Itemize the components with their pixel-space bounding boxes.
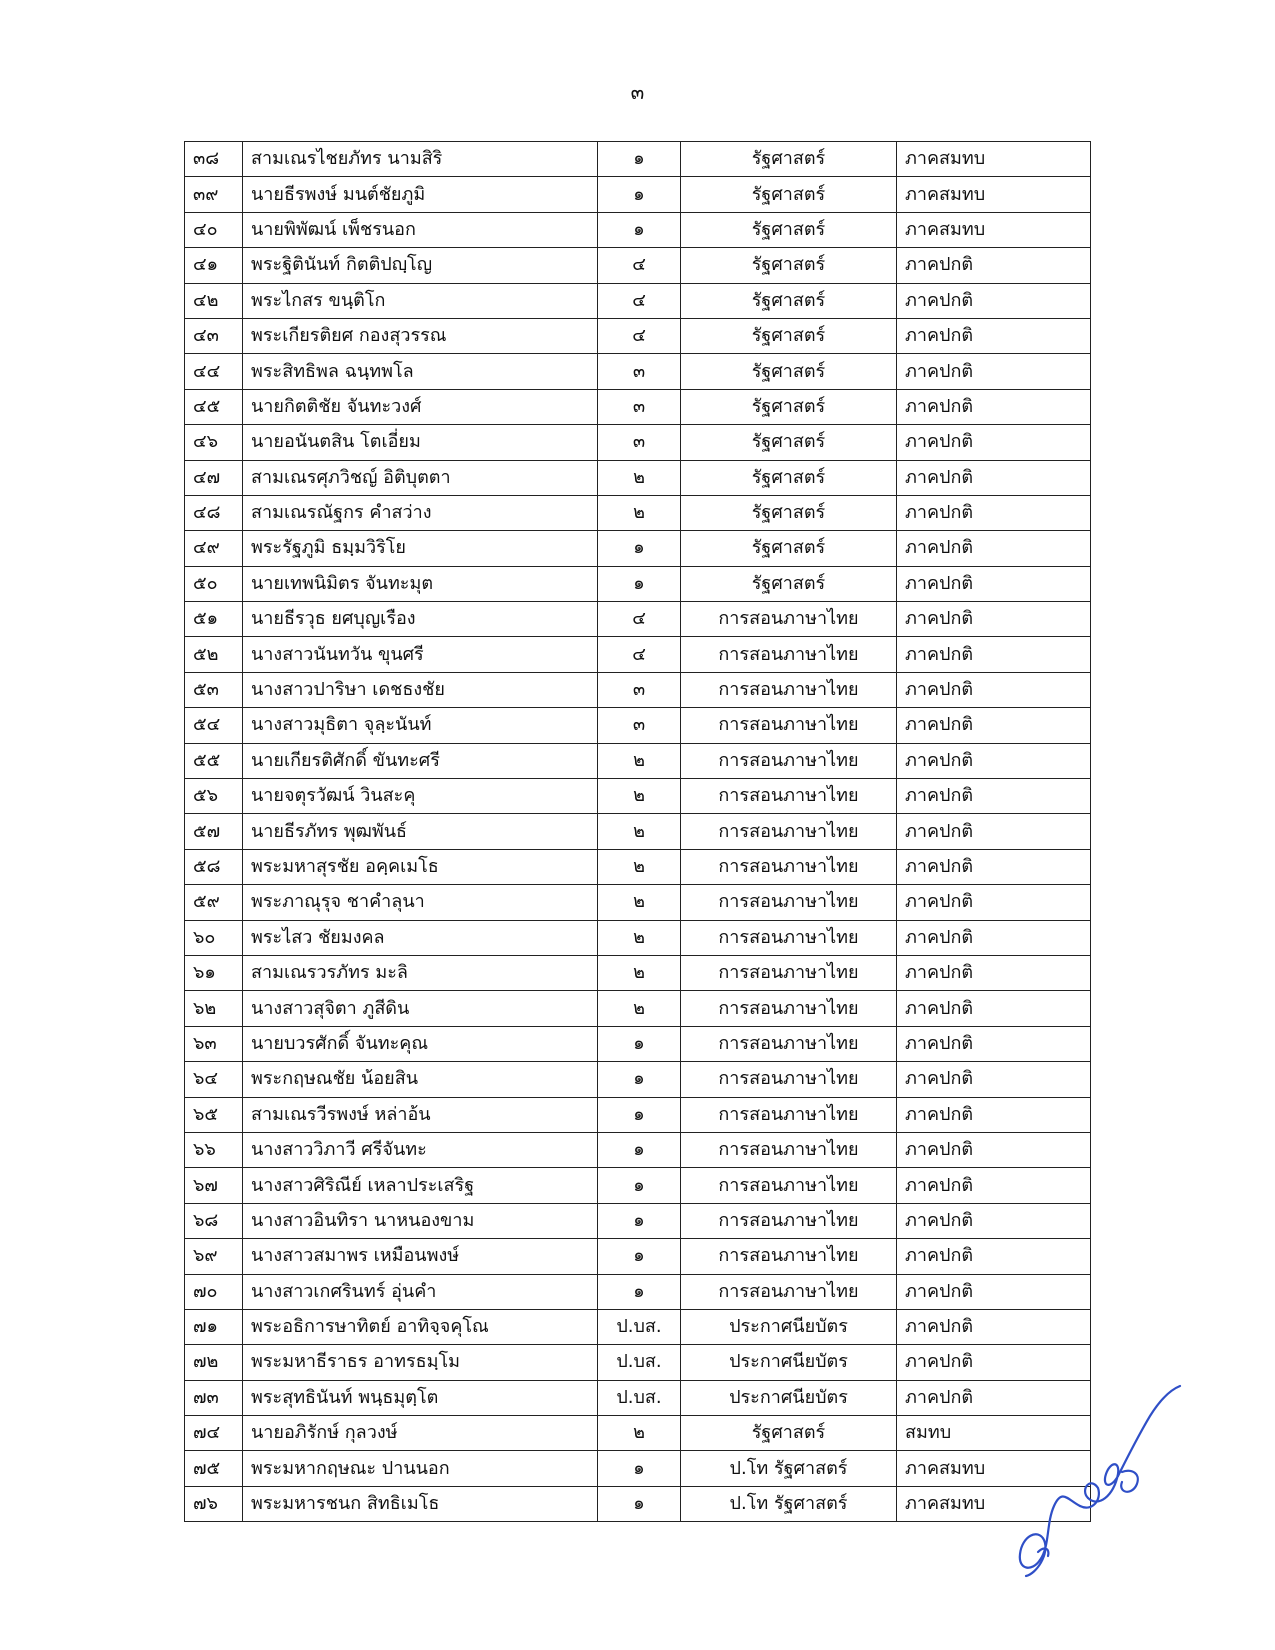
major-cell: การสอนภาษาไทย [681, 1026, 897, 1061]
person-name-cell: สามเณรศุภวิชญ์ อิติบุตตา [243, 460, 598, 495]
person-name-cell: พระมหากฤษณะ ปานนอก [243, 1451, 598, 1486]
table-row [185, 1274, 1091, 1309]
table-row [185, 1239, 1091, 1274]
table-row [185, 1345, 1091, 1380]
major-cell: การสอนภาษาไทย [681, 1062, 897, 1097]
year-level-cell: ๑ [598, 1026, 681, 1061]
person-name-cell: นางสาววิภาวี ศรีจันทะ [243, 1132, 598, 1167]
program-type-cell: ภาคสมทบ [897, 212, 1091, 247]
table-row [185, 637, 1091, 672]
table-row [185, 1132, 1091, 1167]
major-cell: การสอนภาษาไทย [681, 991, 897, 1026]
program-type-cell: ภาคสมทบ [897, 142, 1091, 177]
row-number-cell: ๖๒ [185, 991, 243, 1026]
program-type-cell: ภาคปกติ [897, 1203, 1091, 1238]
person-name-cell: นายพิพัฒน์ เพ็ชรนอก [243, 212, 598, 247]
row-number-cell: ๔๙ [185, 531, 243, 566]
year-level-cell: ๒ [598, 849, 681, 884]
year-level-cell: ๑ [598, 1097, 681, 1132]
major-cell: การสอนภาษาไทย [681, 955, 897, 990]
row-number-cell: ๔๑ [185, 248, 243, 283]
row-number-cell: ๔๗ [185, 460, 243, 495]
person-name-cell: สามเณรณัฐกร คำสว่าง [243, 495, 598, 530]
program-type-cell: ภาคปกติ [897, 1026, 1091, 1061]
person-name-cell: พระมหารชนก สิทธิเมโธ [243, 1486, 598, 1521]
program-type-cell: ภาคปกติ [897, 1168, 1091, 1203]
row-number-cell: ๗๒ [185, 1345, 243, 1380]
year-level-cell: ๒ [598, 743, 681, 778]
table-row [185, 955, 1091, 990]
table-row [185, 177, 1091, 212]
row-number-cell: ๕๔ [185, 708, 243, 743]
major-cell: รัฐศาสตร์ [681, 389, 897, 424]
major-cell: ป.โท รัฐศาสตร์ [681, 1486, 897, 1521]
year-level-cell: ๑ [598, 1239, 681, 1274]
program-type-cell: ภาคปกติ [897, 637, 1091, 672]
program-type-cell: ภาคปกติ [897, 425, 1091, 460]
table-row [185, 1203, 1091, 1238]
table-row [185, 531, 1091, 566]
year-level-cell: ๓ [598, 354, 681, 389]
person-name-cell: นางสาวเกศรินทร์ อุ่นคำ [243, 1274, 598, 1309]
table-row [185, 885, 1091, 920]
major-cell: ประกาศนียบัตร [681, 1309, 897, 1344]
person-name-cell: สามเณรวรภัทร มะลิ [243, 955, 598, 990]
row-number-cell: ๔๕ [185, 389, 243, 424]
major-cell: การสอนภาษาไทย [681, 885, 897, 920]
program-type-cell: ภาคปกติ [897, 283, 1091, 318]
major-cell: รัฐศาสตร์ [681, 283, 897, 318]
person-name-cell: พระอธิการษาทิตย์ อาทิจฺจคุโณ [243, 1309, 598, 1344]
row-number-cell: ๗๕ [185, 1451, 243, 1486]
year-level-cell: ๓ [598, 389, 681, 424]
person-name-cell: นายบวรศักดิ์ จันทะคุณ [243, 1026, 598, 1061]
person-name-cell: พระฐิตินันท์ กิตติปญฺโญ [243, 248, 598, 283]
major-cell: รัฐศาสตร์ [681, 425, 897, 460]
person-name-cell: สามเณรไชยภัทร นามสิริ [243, 142, 598, 177]
major-cell: การสอนภาษาไทย [681, 672, 897, 707]
major-cell: การสอนภาษาไทย [681, 1097, 897, 1132]
major-cell: รัฐศาสตร์ [681, 531, 897, 566]
program-type-cell: ภาคปกติ [897, 1345, 1091, 1380]
person-name-cell: พระกฤษณชัย น้อยสิน [243, 1062, 598, 1097]
year-level-cell: ๑ [598, 1062, 681, 1097]
table-row [185, 389, 1091, 424]
person-name-cell: พระรัฐภูมิ ธมฺมวิริโย [243, 531, 598, 566]
table-row [185, 920, 1091, 955]
year-level-cell: ป.บส. [598, 1380, 681, 1415]
table-row [185, 779, 1091, 814]
program-type-cell: ภาคปกติ [897, 495, 1091, 530]
row-number-cell: ๕๗ [185, 814, 243, 849]
row-number-cell: ๕๘ [185, 849, 243, 884]
major-cell: รัฐศาสตร์ [681, 212, 897, 247]
table-row [185, 248, 1091, 283]
table-row [185, 1168, 1091, 1203]
table-row [185, 1486, 1091, 1521]
row-number-cell: ๖๓ [185, 1026, 243, 1061]
major-cell: การสอนภาษาไทย [681, 1274, 897, 1309]
row-number-cell: ๖๐ [185, 920, 243, 955]
year-level-cell: ป.บส. [598, 1309, 681, 1344]
person-name-cell: นายจตุรวัฒน์ วินสะคุ [243, 779, 598, 814]
person-name-cell: นางสาวสมาพร เหมือนพงษ์ [243, 1239, 598, 1274]
major-cell: รัฐศาสตร์ [681, 460, 897, 495]
table-row [185, 460, 1091, 495]
row-number-cell: ๓๙ [185, 177, 243, 212]
major-cell: การสอนภาษาไทย [681, 1168, 897, 1203]
person-name-cell: นายอภิรักษ์ กุลวงษ์ [243, 1416, 598, 1451]
year-level-cell: ๒ [598, 814, 681, 849]
person-name-cell: พระภาณุรุจ ชาคำลุนา [243, 885, 598, 920]
year-level-cell: ๑ [598, 1274, 681, 1309]
program-type-cell: ภาคสมทบ [897, 1451, 1091, 1486]
row-number-cell: ๗๑ [185, 1309, 243, 1344]
table-row [185, 991, 1091, 1026]
row-number-cell: ๖๖ [185, 1132, 243, 1167]
major-cell: การสอนภาษาไทย [681, 1132, 897, 1167]
year-level-cell: ๑ [598, 142, 681, 177]
program-type-cell: ภาคปกติ [897, 885, 1091, 920]
table-row [185, 142, 1091, 177]
program-type-cell: ภาคปกติ [897, 248, 1091, 283]
year-level-cell: ๓ [598, 708, 681, 743]
person-name-cell: พระมหาธีราธร อาทรธมฺโม [243, 1345, 598, 1380]
row-number-cell: ๕๑ [185, 602, 243, 637]
program-type-cell: ภาคปกติ [897, 602, 1091, 637]
major-cell: การสอนภาษาไทย [681, 1203, 897, 1238]
person-name-cell: นายเทพนิมิตร จันทะมุต [243, 566, 598, 601]
major-cell: การสอนภาษาไทย [681, 1239, 897, 1274]
row-number-cell: ๕๒ [185, 637, 243, 672]
year-level-cell: ๑ [598, 1203, 681, 1238]
major-cell: การสอนภาษาไทย [681, 708, 897, 743]
person-name-cell: นางสาวปาริษา เดชธงชัย [243, 672, 598, 707]
major-cell: รัฐศาสตร์ [681, 248, 897, 283]
row-number-cell: ๔๐ [185, 212, 243, 247]
program-type-cell: ภาคปกติ [897, 1062, 1091, 1097]
year-level-cell: ๑ [598, 212, 681, 247]
major-cell: รัฐศาสตร์ [681, 142, 897, 177]
major-cell: การสอนภาษาไทย [681, 849, 897, 884]
major-cell: การสอนภาษาไทย [681, 779, 897, 814]
row-number-cell: ๕๙ [185, 885, 243, 920]
major-cell: ประกาศนียบัตร [681, 1380, 897, 1415]
program-type-cell: ภาคปกติ [897, 672, 1091, 707]
person-name-cell: พระสิทธิพล ฉนฺทพโล [243, 354, 598, 389]
year-level-cell: ๑ [598, 1451, 681, 1486]
year-level-cell: ๒ [598, 991, 681, 1026]
year-level-cell: ๒ [598, 955, 681, 990]
program-type-cell: ภาคปกติ [897, 460, 1091, 495]
row-number-cell: ๔๒ [185, 283, 243, 318]
year-level-cell: ๒ [598, 885, 681, 920]
table-row [185, 849, 1091, 884]
table-row [185, 1062, 1091, 1097]
row-number-cell: ๖๗ [185, 1168, 243, 1203]
person-name-cell: พระไสว ชัยมงคล [243, 920, 598, 955]
year-level-cell: ๒ [598, 460, 681, 495]
program-type-cell: ภาคปกติ [897, 743, 1091, 778]
major-cell: การสอนภาษาไทย [681, 920, 897, 955]
program-type-cell: ภาคปกติ [897, 1274, 1091, 1309]
table-row [185, 318, 1091, 353]
table-row [185, 1416, 1091, 1451]
table-row [185, 602, 1091, 637]
major-cell: รัฐศาสตร์ [681, 354, 897, 389]
person-name-cell: พระไกสร ขนฺติโก [243, 283, 598, 318]
year-level-cell: ๔ [598, 318, 681, 353]
row-number-cell: ๗๓ [185, 1380, 243, 1415]
major-cell: การสอนภาษาไทย [681, 637, 897, 672]
table-row [185, 743, 1091, 778]
year-level-cell: ป.บส. [598, 1345, 681, 1380]
person-name-cell: นายเกียรติศักดิ์ ขันทะศรี [243, 743, 598, 778]
person-name-cell: นางสาวสุจิตา ภูสีดิน [243, 991, 598, 1026]
person-name-cell: พระมหาสุรชัย อคฺคเมโธ [243, 849, 598, 884]
program-type-cell: ภาคปกติ [897, 1309, 1091, 1344]
table-row [185, 672, 1091, 707]
row-number-cell: ๗๖ [185, 1486, 243, 1521]
program-type-cell: ภาคปกติ [897, 318, 1091, 353]
row-number-cell: ๔๖ [185, 425, 243, 460]
person-name-cell: นางสาวศิริณีย์ เหลาประเสริฐ [243, 1168, 598, 1203]
row-number-cell: ๖๙ [185, 1239, 243, 1274]
year-level-cell: ๔ [598, 637, 681, 672]
year-level-cell: ๒ [598, 495, 681, 530]
row-number-cell: ๔๓ [185, 318, 243, 353]
row-number-cell: ๕๕ [185, 743, 243, 778]
table-row [185, 566, 1091, 601]
row-number-cell: ๖๕ [185, 1097, 243, 1132]
program-type-cell: ภาคปกติ [897, 955, 1091, 990]
table-row [185, 814, 1091, 849]
person-name-cell: นายกิตติชัย จันทะวงศ์ [243, 389, 598, 424]
major-cell: รัฐศาสตร์ [681, 177, 897, 212]
row-number-cell: ๗๔ [185, 1416, 243, 1451]
signature [1010, 1378, 1200, 1588]
program-type-cell: ภาคปกติ [897, 1097, 1091, 1132]
table-row [185, 354, 1091, 389]
person-name-cell: นายธีรวุธ ยศบุญเรือง [243, 602, 598, 637]
year-level-cell: ๑ [598, 1132, 681, 1167]
table-row [185, 495, 1091, 530]
table-row [185, 212, 1091, 247]
program-type-cell: ภาคปกติ [897, 814, 1091, 849]
major-cell: การสอนภาษาไทย [681, 743, 897, 778]
roster-body [185, 142, 1091, 1522]
person-name-cell: พระสุทธินันท์ พนฺธมุตฺโต [243, 1380, 598, 1415]
person-name-cell: นายธีรพงษ์ มนต์ชัยภูมิ [243, 177, 598, 212]
row-number-cell: ๕๖ [185, 779, 243, 814]
program-type-cell: ภาคปกติ [897, 1132, 1091, 1167]
major-cell: การสอนภาษาไทย [681, 602, 897, 637]
year-level-cell: ๓ [598, 672, 681, 707]
program-type-cell: ภาคสมทบ [897, 177, 1091, 212]
year-level-cell: ๑ [598, 1486, 681, 1521]
row-number-cell: ๔๘ [185, 495, 243, 530]
program-type-cell: ภาคสมทบ [897, 1486, 1091, 1521]
person-name-cell: นางสาวมุธิตา จุลฺะนันท์ [243, 708, 598, 743]
year-level-cell: ๔ [598, 248, 681, 283]
year-level-cell: ๒ [598, 920, 681, 955]
row-number-cell: ๖๑ [185, 955, 243, 990]
year-level-cell: ๑ [598, 177, 681, 212]
program-type-cell: ภาคปกติ [897, 991, 1091, 1026]
year-level-cell: ๑ [598, 566, 681, 601]
program-type-cell: ภาคปกติ [897, 354, 1091, 389]
year-level-cell: ๔ [598, 602, 681, 637]
program-type-cell: ภาคปกติ [897, 531, 1091, 566]
table-row [185, 283, 1091, 318]
program-type-cell: สมทบ [897, 1416, 1091, 1451]
program-type-cell: ภาคปกติ [897, 1380, 1091, 1415]
year-level-cell: ๑ [598, 1168, 681, 1203]
table-row [185, 708, 1091, 743]
table-row [185, 1097, 1091, 1132]
program-type-cell: ภาคปกติ [897, 389, 1091, 424]
row-number-cell: ๔๔ [185, 354, 243, 389]
person-name-cell: พระเกียรติยศ กองสุวรรณ [243, 318, 598, 353]
major-cell: รัฐศาสตร์ [681, 495, 897, 530]
table-row [185, 1380, 1091, 1415]
person-name-cell: นายธีรภัทร พุฒพันธ์ [243, 814, 598, 849]
row-number-cell: ๕๐ [185, 566, 243, 601]
row-number-cell: ๖๘ [185, 1203, 243, 1238]
row-number-cell: ๖๔ [185, 1062, 243, 1097]
table-row [185, 1451, 1091, 1486]
table-row [185, 425, 1091, 460]
roster-table [184, 141, 1091, 1522]
year-level-cell: ๔ [598, 283, 681, 318]
row-number-cell: ๕๓ [185, 672, 243, 707]
major-cell: รัฐศาสตร์ [681, 318, 897, 353]
major-cell: ป.โท รัฐศาสตร์ [681, 1451, 897, 1486]
program-type-cell: ภาคปกติ [897, 708, 1091, 743]
major-cell: การสอนภาษาไทย [681, 814, 897, 849]
page-number: ๓ [630, 80, 645, 104]
year-level-cell: ๒ [598, 779, 681, 814]
person-name-cell: นางสาวอินทิรา นาหนองขาม [243, 1203, 598, 1238]
major-cell: รัฐศาสตร์ [681, 1416, 897, 1451]
table-row [185, 1309, 1091, 1344]
program-type-cell: ภาคปกติ [897, 1239, 1091, 1274]
program-type-cell: ภาคปกติ [897, 779, 1091, 814]
major-cell: ประกาศนียบัตร [681, 1345, 897, 1380]
row-number-cell: ๓๘ [185, 142, 243, 177]
person-name-cell: นายอนันตสิน โตเอี่ยม [243, 425, 598, 460]
program-type-cell: ภาคปกติ [897, 566, 1091, 601]
year-level-cell: ๒ [598, 1416, 681, 1451]
person-name-cell: สามเณรวีรพงษ์ หล่าอ้น [243, 1097, 598, 1132]
year-level-cell: ๑ [598, 531, 681, 566]
row-number-cell: ๗๐ [185, 1274, 243, 1309]
table-row [185, 1026, 1091, 1061]
year-level-cell: ๓ [598, 425, 681, 460]
major-cell: รัฐศาสตร์ [681, 566, 897, 601]
person-name-cell: นางสาวนันทวัน ขุนศรี [243, 637, 598, 672]
program-type-cell: ภาคปกติ [897, 920, 1091, 955]
program-type-cell: ภาคปกติ [897, 849, 1091, 884]
